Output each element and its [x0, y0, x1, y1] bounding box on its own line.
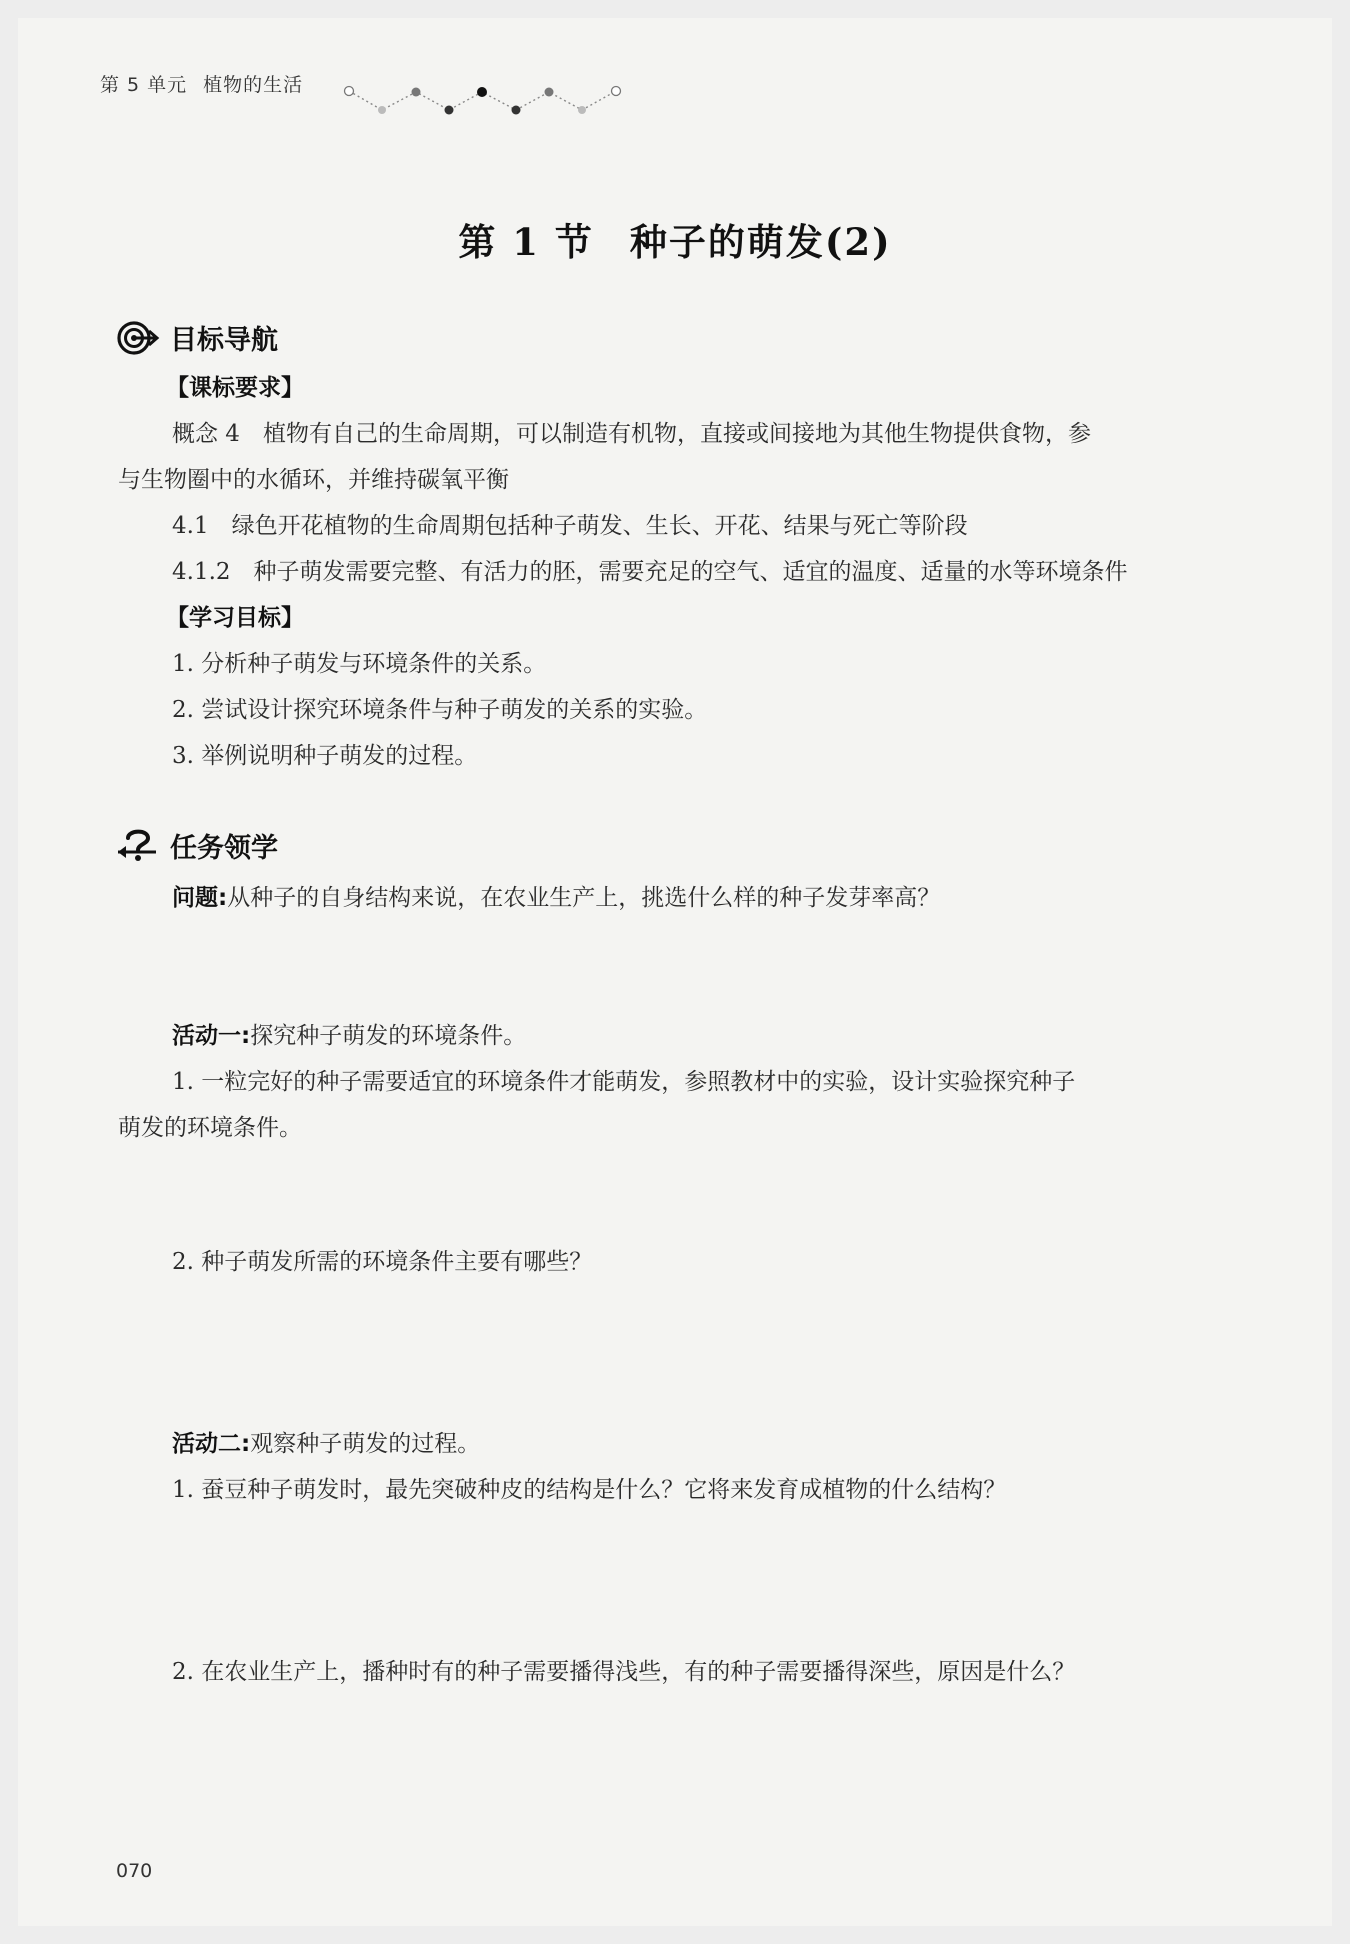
running-header [100, 70, 303, 97]
activity-2-text: 观察种子萌发的过程。 [250, 1431, 481, 1457]
unit-title: 植物的生活 [203, 74, 304, 96]
goals-heading [116, 318, 278, 357]
lesson-name: 种子的萌发(2) [629, 220, 892, 264]
activity-2-lead: 活动二: [172, 1431, 251, 1457]
curriculum-label-line [166, 366, 304, 410]
concept-line-2: 与生物圈中的水循环，并维持碳氧平衡 [118, 467, 509, 493]
activity-1-question-2: 2. 种子萌发所需的环境条件主要有哪些？ [172, 1249, 593, 1275]
activity-1-lead: 活动一: [172, 1023, 251, 1049]
objective-item: 1. 分析种子萌发与环境条件的关系。 [172, 651, 547, 677]
activity-1-text: 探究种子萌发的环境条件。 [250, 1023, 527, 1049]
unit-number: 第 5 单元 [100, 74, 188, 96]
activity-2-line [172, 1422, 480, 1466]
curriculum-label: 【课标要求】 [166, 375, 304, 401]
activity-1-question-1-line-2: 萌发的环境条件。 [118, 1115, 302, 1141]
standard-4-1-2: 4.1.2 种子萌发需要完整、有活力的胚，需要充足的空气、适宜的温度、适量的水等环境条件 [172, 559, 1128, 585]
zigzag-dots-decoration [343, 80, 628, 120]
page-sheet [18, 18, 1332, 1926]
objective-item: 2. 尝试设计探究环境条件与种子萌发的关系的实验。 [172, 697, 708, 723]
target-arrow-icon [116, 320, 162, 356]
activity-2-question-2: 2. 在农业生产上，播种时有的种子需要播得浅些，有的种子需要播得深些，原因是什么？ [172, 1659, 1076, 1685]
objectives-label: 【学习目标】 [166, 605, 304, 631]
question-lead: 问题: [172, 885, 228, 911]
objective-item: 3. 举例说明种子萌发的过程。 [172, 743, 478, 769]
tasks-heading-label: 任务领学 [170, 833, 278, 864]
goals-heading-label: 目标导航 [170, 325, 278, 356]
objectives-label-line [166, 596, 304, 640]
section-number: 第 1 节 [458, 220, 594, 264]
activity-2-question-1: 1. 蚕豆种子萌发时，最先突破种皮的结构是什么？它将来发育成植物的什么结构？ [172, 1477, 1007, 1503]
activity-1-question-1-line-1: 1. 一粒完好的种子需要适宜的环境条件才能萌发，参照教材中的实验，设计实验探究种子 [172, 1069, 1076, 1095]
lesson-title [0, 212, 1350, 266]
concept-line-1: 概念 4 植物有自己的生命周期，可以制造有机物，直接或间接地为其他生物提供食物，参 [172, 421, 1091, 447]
standard-4-1: 4.1 绿色开花植物的生命周期包括种子萌发、生长、开花、结果与死亡等阶段 [172, 513, 968, 539]
page-number: 070 [116, 1860, 153, 1882]
activity-1-line [172, 1014, 526, 1058]
question-text: 从种子的自身结构来说，在农业生产上，挑选什么样的种子发芽率高？ [227, 885, 941, 911]
question-arrow-icon [116, 827, 162, 865]
question-line [172, 876, 940, 920]
tasks-heading [116, 826, 278, 865]
